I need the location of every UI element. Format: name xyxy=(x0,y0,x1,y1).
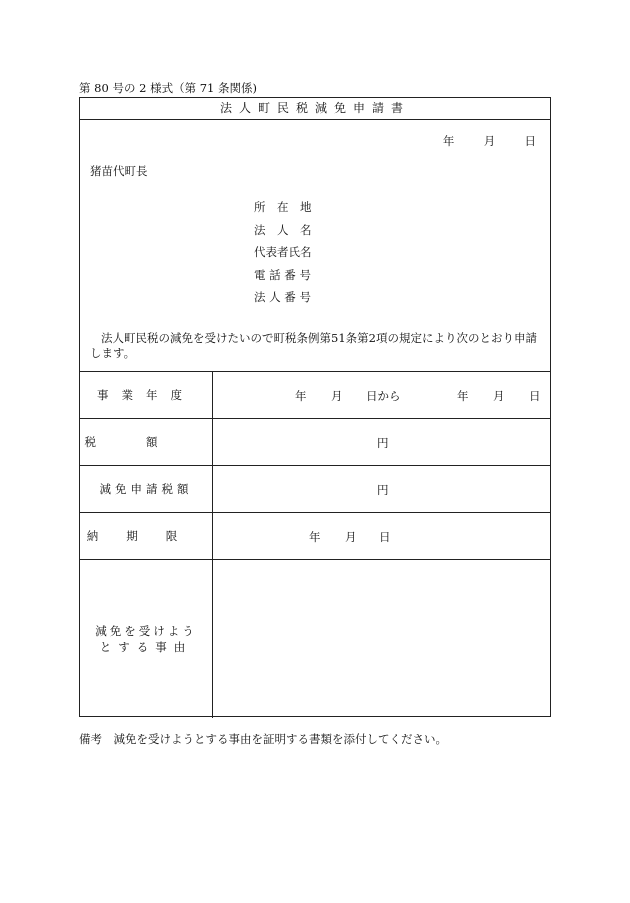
applicant-fields xyxy=(254,198,344,311)
application-statement: 法人町民税の減免を受けたいので町税条例第51条第2項の規定により次のとおり申請します。 xyxy=(90,331,537,360)
reason-value[interactable] xyxy=(213,560,550,718)
date-year: 年 xyxy=(442,134,455,148)
exemption-amount-label: 減免申請税額 xyxy=(80,466,213,512)
fiscal-year-value[interactable] xyxy=(213,372,550,418)
fy-year2: 年 xyxy=(457,389,469,403)
table-row xyxy=(80,513,550,560)
detail-table xyxy=(80,371,550,718)
exemption-amount-value[interactable] xyxy=(213,466,550,512)
form-number: 第 80 号の 2 様式（第 71 条関係) xyxy=(79,81,258,95)
fy-day2: 日 xyxy=(529,389,541,403)
corp-name-label: 法 人 名 xyxy=(254,222,312,237)
due-date-value[interactable] xyxy=(213,513,550,559)
fiscal-year-label: 事業年度 xyxy=(80,372,213,418)
date-month: 月 xyxy=(483,134,496,148)
tax-amount-label: 税額 xyxy=(80,419,213,465)
due-month: 月 xyxy=(345,530,357,544)
due-day: 日 xyxy=(379,530,391,544)
fy-month2: 月 xyxy=(493,389,505,403)
tax-amount-value[interactable] xyxy=(213,419,550,465)
remarks-note: 備考 減免を受けようとする事由を証明する書類を添付してください。 xyxy=(79,732,447,746)
table-row xyxy=(80,560,550,718)
corp-number-label: 法 人 番 号 xyxy=(254,290,311,304)
fy-month1: 月 xyxy=(331,389,343,403)
reason-label-line1: 減免を受けよう xyxy=(95,624,197,638)
fy-day1: 日から xyxy=(366,389,401,403)
application-form xyxy=(79,97,551,717)
exemption-amount-unit: 円 xyxy=(377,483,389,497)
addressee: 猪苗代町長 xyxy=(90,164,148,178)
address-label: 所 在 地 xyxy=(254,200,312,214)
reason-label xyxy=(80,560,213,718)
date-day: 日 xyxy=(524,134,536,148)
form-title: 法人町民税減免申請書 xyxy=(80,98,550,120)
application-date xyxy=(443,133,536,149)
due-date-label: 納期限 xyxy=(80,513,213,559)
table-row xyxy=(80,466,550,513)
tax-amount-unit: 円 xyxy=(377,436,389,450)
table-row xyxy=(80,372,550,419)
phone-label: 電 話 番 号 xyxy=(254,267,311,282)
reason-label-line2: とする事由 xyxy=(99,640,193,654)
table-row xyxy=(80,419,550,466)
fy-year1: 年 xyxy=(295,389,307,403)
due-year: 年 xyxy=(309,530,321,544)
representative-label: 代表者氏名 xyxy=(254,245,312,259)
